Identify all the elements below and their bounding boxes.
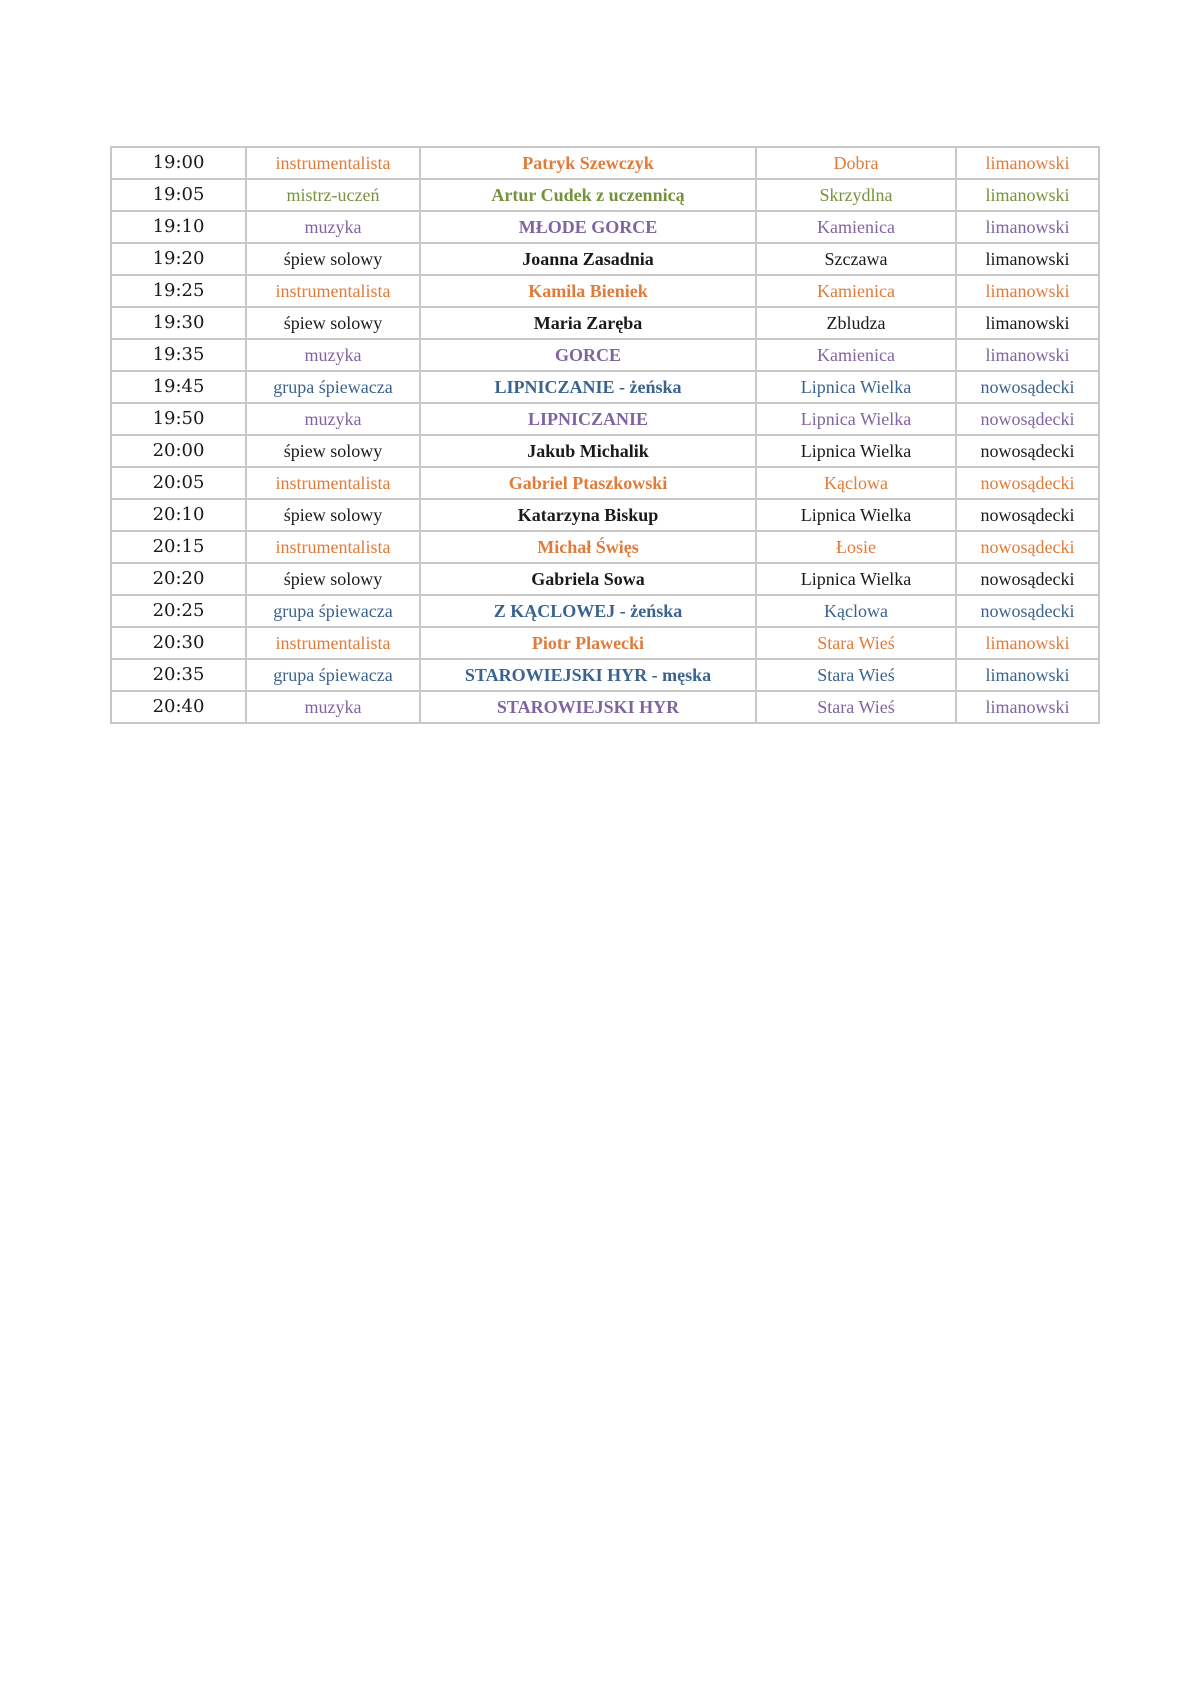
place-cell: Szczawa xyxy=(756,243,956,275)
place-cell: Zbludza xyxy=(756,307,956,339)
place-cell: Kamienica xyxy=(756,339,956,371)
table-row xyxy=(111,627,1099,659)
performer-name-cell: Joanna Zasadnia xyxy=(420,243,756,275)
district-cell: limanowski xyxy=(956,691,1099,723)
table-row xyxy=(111,243,1099,275)
district-cell: nowosądecki xyxy=(956,403,1099,435)
time-cell: 19:45 xyxy=(111,371,246,403)
category-cell: instrumentalista xyxy=(246,275,420,307)
place-cell: Lipnica Wielka xyxy=(756,563,956,595)
performer-name-cell: LIPNICZANIE - żeńska xyxy=(420,371,756,403)
performer-name-cell: MŁODE GORCE xyxy=(420,211,756,243)
district-cell: limanowski xyxy=(956,659,1099,691)
place-cell: Lipnica Wielka xyxy=(756,499,956,531)
time-cell: 19:25 xyxy=(111,275,246,307)
place-cell: Stara Wieś xyxy=(756,659,956,691)
table-row xyxy=(111,339,1099,371)
time-cell: 20:00 xyxy=(111,435,246,467)
district-cell: nowosądecki xyxy=(956,531,1099,563)
schedule-body xyxy=(111,147,1099,723)
table-row xyxy=(111,179,1099,211)
table-row xyxy=(111,211,1099,243)
district-cell: limanowski xyxy=(956,147,1099,179)
district-cell: nowosądecki xyxy=(956,499,1099,531)
time-cell: 20:35 xyxy=(111,659,246,691)
performer-name-cell: Gabriela Sowa xyxy=(420,563,756,595)
district-cell: nowosądecki xyxy=(956,371,1099,403)
district-cell: nowosądecki xyxy=(956,435,1099,467)
time-cell: 19:05 xyxy=(111,179,246,211)
performer-name-cell: Patryk Szewczyk xyxy=(420,147,756,179)
table-row xyxy=(111,691,1099,723)
table-row xyxy=(111,435,1099,467)
category-cell: instrumentalista xyxy=(246,531,420,563)
performer-name-cell: STAROWIEJSKI HYR - męska xyxy=(420,659,756,691)
district-cell: limanowski xyxy=(956,243,1099,275)
category-cell: instrumentalista xyxy=(246,627,420,659)
district-cell: limanowski xyxy=(956,211,1099,243)
time-cell: 19:00 xyxy=(111,147,246,179)
time-cell: 19:10 xyxy=(111,211,246,243)
category-cell: śpiew solowy xyxy=(246,243,420,275)
time-cell: 20:20 xyxy=(111,563,246,595)
place-cell: Kamienica xyxy=(756,211,956,243)
category-cell: instrumentalista xyxy=(246,467,420,499)
performer-name-cell: Kamila Bieniek xyxy=(420,275,756,307)
performer-name-cell: Artur Cudek z uczennicą xyxy=(420,179,756,211)
district-cell: limanowski xyxy=(956,275,1099,307)
table-row xyxy=(111,531,1099,563)
place-cell: Skrzydlna xyxy=(756,179,956,211)
category-cell: muzyka xyxy=(246,691,420,723)
district-cell: limanowski xyxy=(956,307,1099,339)
time-cell: 20:40 xyxy=(111,691,246,723)
performer-name-cell: Maria Zaręba xyxy=(420,307,756,339)
district-cell: nowosądecki xyxy=(956,595,1099,627)
place-cell: Lipnica Wielka xyxy=(756,435,956,467)
category-cell: instrumentalista xyxy=(246,147,420,179)
time-cell: 19:50 xyxy=(111,403,246,435)
performer-name-cell: Piotr Plawecki xyxy=(420,627,756,659)
table-row xyxy=(111,659,1099,691)
performer-name-cell: GORCE xyxy=(420,339,756,371)
performer-name-cell: STAROWIEJSKI HYR xyxy=(420,691,756,723)
time-cell: 19:35 xyxy=(111,339,246,371)
table-row xyxy=(111,595,1099,627)
table-row xyxy=(111,499,1099,531)
district-cell: limanowski xyxy=(956,179,1099,211)
time-cell: 20:10 xyxy=(111,499,246,531)
table-row xyxy=(111,371,1099,403)
category-cell: śpiew solowy xyxy=(246,499,420,531)
table-row xyxy=(111,275,1099,307)
table-row xyxy=(111,467,1099,499)
category-cell: muzyka xyxy=(246,403,420,435)
place-cell: Lipnica Wielka xyxy=(756,371,956,403)
performance-schedule-table xyxy=(110,146,1100,724)
category-cell: śpiew solowy xyxy=(246,435,420,467)
performer-name-cell: Katarzyna Biskup xyxy=(420,499,756,531)
category-cell: muzyka xyxy=(246,211,420,243)
place-cell: Kamienica xyxy=(756,275,956,307)
category-cell: śpiew solowy xyxy=(246,307,420,339)
district-cell: limanowski xyxy=(956,339,1099,371)
performer-name-cell: Z KĄCLOWEJ - żeńska xyxy=(420,595,756,627)
place-cell: Dobra xyxy=(756,147,956,179)
district-cell: nowosądecki xyxy=(956,467,1099,499)
performer-name-cell: Gabriel Ptaszkowski xyxy=(420,467,756,499)
category-cell: muzyka xyxy=(246,339,420,371)
time-cell: 20:30 xyxy=(111,627,246,659)
category-cell: grupa śpiewacza xyxy=(246,371,420,403)
performer-name-cell: Michał Święs xyxy=(420,531,756,563)
place-cell: Lipnica Wielka xyxy=(756,403,956,435)
district-cell: nowosądecki xyxy=(956,563,1099,595)
performer-name-cell: Jakub Michalik xyxy=(420,435,756,467)
table-row xyxy=(111,147,1099,179)
table-row xyxy=(111,403,1099,435)
category-cell: grupa śpiewacza xyxy=(246,659,420,691)
time-cell: 19:20 xyxy=(111,243,246,275)
performer-name-cell: LIPNICZANIE xyxy=(420,403,756,435)
category-cell: mistrz-uczeń xyxy=(246,179,420,211)
place-cell: Kąclowa xyxy=(756,467,956,499)
table-row xyxy=(111,563,1099,595)
place-cell: Stara Wieś xyxy=(756,691,956,723)
category-cell: grupa śpiewacza xyxy=(246,595,420,627)
category-cell: śpiew solowy xyxy=(246,563,420,595)
table-row xyxy=(111,307,1099,339)
time-cell: 20:15 xyxy=(111,531,246,563)
time-cell: 19:30 xyxy=(111,307,246,339)
time-cell: 20:05 xyxy=(111,467,246,499)
time-cell: 20:25 xyxy=(111,595,246,627)
place-cell: Kąclowa xyxy=(756,595,956,627)
place-cell: Łosie xyxy=(756,531,956,563)
district-cell: limanowski xyxy=(956,627,1099,659)
place-cell: Stara Wieś xyxy=(756,627,956,659)
